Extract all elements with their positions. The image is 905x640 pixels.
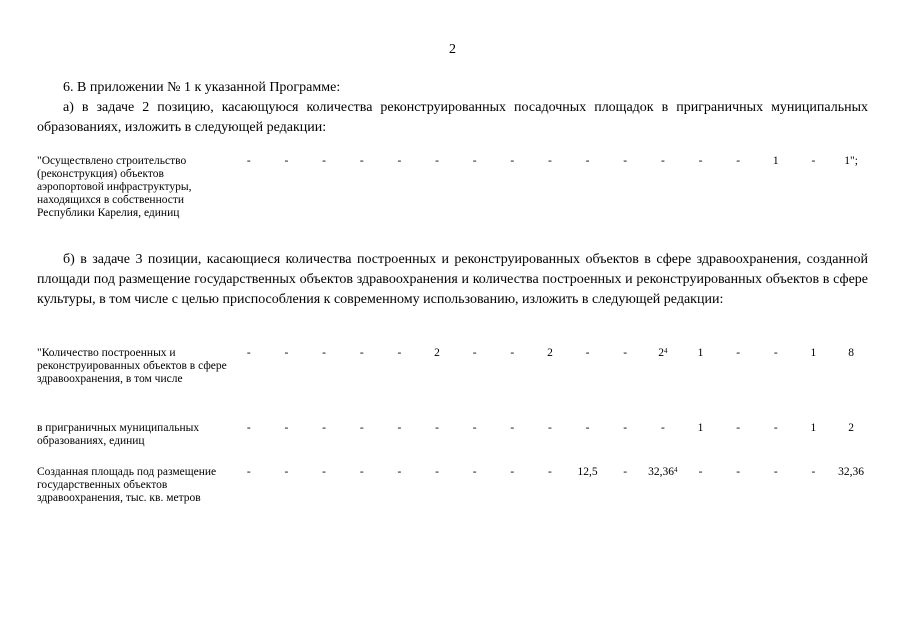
cell-value: -	[284, 347, 289, 359]
cell-value: -	[322, 155, 327, 167]
table-row	[37, 155, 870, 220]
table-cell	[682, 466, 720, 505]
cell-value: -	[585, 155, 590, 167]
table-cell	[606, 155, 644, 220]
table-cell	[381, 466, 419, 505]
cell-value: -	[623, 466, 628, 478]
table-cell	[418, 422, 456, 448]
table-cell	[305, 347, 343, 386]
table-cell	[719, 347, 757, 386]
table-cell	[456, 347, 494, 386]
cell-value: 1	[810, 422, 817, 434]
cell-value: -	[736, 347, 741, 359]
cell-value: -	[322, 347, 327, 359]
cell-value: 2	[547, 347, 553, 359]
table-cell	[456, 466, 494, 505]
cell-value: -	[397, 155, 402, 167]
table-cell	[268, 155, 306, 220]
cell-value: -	[397, 347, 402, 359]
cell-value: -	[698, 466, 703, 478]
table-cell	[644, 466, 682, 505]
table-cell	[757, 422, 795, 448]
cell-value: -	[246, 422, 251, 434]
cell-value: -	[510, 347, 515, 359]
table-cell	[795, 347, 833, 386]
cell-value: -	[736, 155, 741, 167]
table-cell	[719, 422, 757, 448]
row-label: "Количество построенных и реконструированных объектов в сфере здравоохранения, в том числе	[37, 347, 227, 385]
table-cell	[305, 466, 343, 505]
cell-value: -	[435, 422, 439, 434]
table-cell	[644, 155, 682, 220]
cell-value: -	[585, 347, 590, 359]
table-cell	[531, 466, 569, 505]
table-cell	[493, 466, 531, 505]
table-cell	[343, 466, 381, 505]
cell-value: -	[548, 422, 552, 434]
cell-value: 2	[848, 422, 854, 434]
cell-value: -	[510, 422, 515, 434]
table-cell	[795, 466, 833, 505]
cell-value: 2	[434, 347, 440, 359]
table-cell	[418, 155, 456, 220]
cell-value: -	[472, 466, 477, 478]
table-cell	[268, 466, 306, 505]
cell-value: -	[246, 347, 251, 359]
cell-value: -	[660, 155, 665, 167]
table-cell	[305, 155, 343, 220]
table-cell	[757, 466, 795, 505]
table-cell	[795, 155, 833, 220]
cell-value: -	[359, 466, 364, 478]
table-cell	[418, 347, 456, 386]
cell-value: -	[736, 422, 741, 434]
cell-value: 2	[658, 347, 664, 359]
row-label: "Осуществлено строительство (реконструкция) объектов аэропортовой инфраструктуры, находящихся в собственности Республики Карелия, единиц	[37, 155, 192, 219]
cell-value: 1	[772, 155, 779, 167]
cell-value: -	[359, 422, 364, 434]
row-label: в приграничных муниципальных образованиях, единиц	[37, 422, 200, 447]
table-cell	[531, 155, 569, 220]
table-cell	[230, 422, 268, 448]
cell-value: -	[773, 466, 778, 478]
cell-value: 1";	[844, 155, 858, 167]
table-cell	[531, 347, 569, 386]
table-row	[37, 466, 870, 505]
cell-value: 32,36	[648, 466, 675, 478]
cell-value: -	[811, 466, 816, 478]
cell-value: -	[698, 155, 703, 167]
table-cell	[569, 466, 607, 505]
table-cell	[644, 347, 682, 386]
table-cell	[381, 422, 419, 448]
page-number: 2	[449, 42, 456, 57]
footnote-mark: 4	[674, 466, 678, 474]
table-cell	[606, 422, 644, 448]
table-cell	[832, 422, 870, 448]
table-cell	[343, 347, 381, 386]
cell-value: 12,5	[577, 466, 598, 478]
table-cell	[682, 347, 720, 386]
table-cell	[493, 422, 531, 448]
cell-value: -	[548, 466, 552, 478]
cell-value: -	[322, 422, 327, 434]
table-cell	[493, 347, 531, 386]
table-cell	[719, 155, 757, 220]
cell-value: -	[472, 155, 477, 167]
cell-value: -	[322, 466, 327, 478]
cell-value: -	[246, 155, 251, 167]
table-cell	[832, 466, 870, 505]
table-cell	[531, 422, 569, 448]
cell-value: -	[773, 347, 778, 359]
cell-value: 1	[697, 422, 704, 434]
cell-value: -	[246, 466, 251, 478]
cell-value: -	[773, 422, 778, 434]
cell-value: -	[623, 155, 628, 167]
table-cell	[493, 155, 531, 220]
table-cell	[644, 422, 682, 448]
cell-value: -	[435, 466, 439, 478]
table-cell	[230, 466, 268, 505]
table-row	[37, 347, 870, 386]
table-cell	[230, 155, 268, 220]
cell-value: -	[397, 466, 402, 478]
table-cell	[795, 422, 833, 448]
cell-value: -	[548, 155, 552, 167]
cell-value: -	[510, 466, 515, 478]
cell-value: -	[284, 155, 289, 167]
table-cell	[606, 347, 644, 386]
table-cell	[719, 466, 757, 505]
table-cell	[606, 466, 644, 505]
table-cell	[381, 155, 419, 220]
table-row	[37, 422, 870, 448]
table-cell	[305, 422, 343, 448]
cell-value: -	[811, 155, 816, 167]
table-cell	[682, 422, 720, 448]
cell-value: -	[585, 422, 590, 434]
cell-value: 32,36	[838, 466, 864, 478]
table-cell	[569, 155, 607, 220]
table-cell	[569, 347, 607, 386]
cell-value: -	[397, 422, 402, 434]
cell-value: -	[510, 155, 515, 167]
cell-value: 1	[697, 347, 704, 359]
cell-value: 8	[848, 347, 854, 359]
cell-value: -	[435, 155, 439, 167]
cell-value: -	[284, 422, 289, 434]
table-cell	[268, 347, 306, 386]
cell-value: -	[660, 422, 665, 434]
table-cell	[343, 155, 381, 220]
cell-value: -	[359, 155, 364, 167]
cell-value: -	[284, 466, 289, 478]
cell-value: -	[472, 422, 477, 434]
table-cell	[757, 347, 795, 386]
table-cell	[682, 155, 720, 220]
table-cell	[268, 422, 306, 448]
row-label: Созданная площадь под размещение государственных объектов здравоохранения, тыс. кв. метров	[37, 466, 217, 504]
paragraph-a: а) в задаче 2 позицию, касающуюся количества реконструированных посадочных площадок в приграничных муниципальных образованиях, изложить в следующей редакции:	[37, 100, 868, 135]
cell-value: 1	[810, 347, 817, 359]
cell-value: -	[472, 347, 477, 359]
table-cell	[381, 347, 419, 386]
cell-value: -	[623, 422, 628, 434]
table-cell	[230, 347, 268, 386]
cell-value: -	[623, 347, 628, 359]
table-cell	[832, 155, 870, 220]
table-cell	[832, 347, 870, 386]
table-cell	[456, 155, 494, 220]
table-cell	[757, 155, 795, 220]
table-cell	[418, 466, 456, 505]
table-cell	[343, 422, 381, 448]
cell-value: -	[359, 347, 364, 359]
paragraph-6: 6. В приложении № 1 к указанной Программе:	[63, 80, 341, 95]
cell-value: -	[736, 466, 741, 478]
table-cell	[456, 422, 494, 448]
table-cell	[569, 422, 607, 448]
paragraph-b: б) в задаче 3 позиции, касающиеся количества построенных и реконструированных объектов в сфере здравоохранения, созданной площади под размещение государственных объектов здравоохранения и количества построенных и реконструированных объектов в сфере культуры, в том числе с целью приспособления к современному использованию, изложить в следующей редакции:	[37, 252, 868, 307]
footnote-mark: 4	[663, 347, 668, 355]
